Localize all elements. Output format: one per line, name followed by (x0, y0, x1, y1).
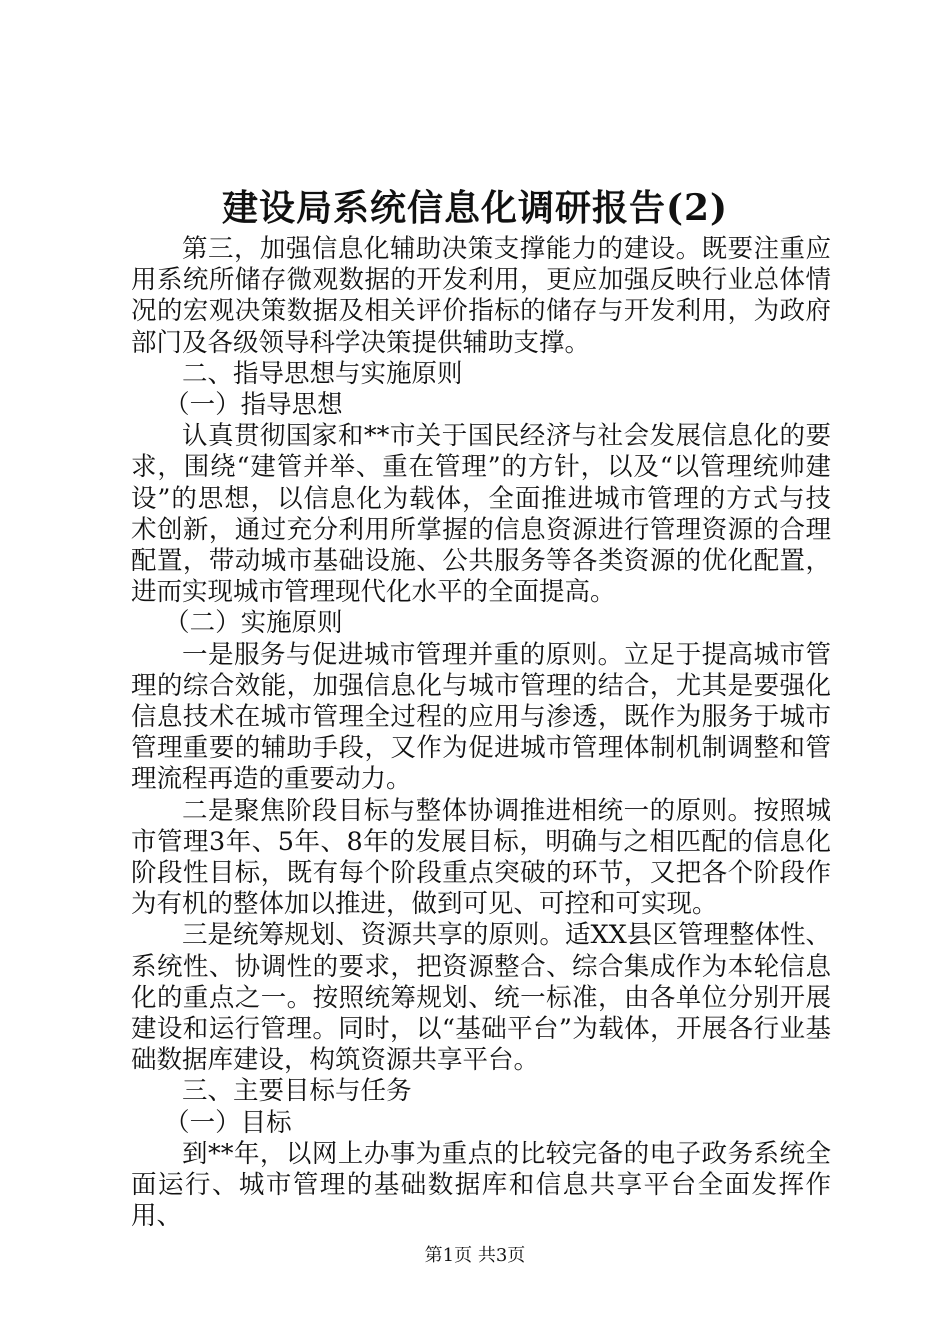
page-footer: 第1页 共3页 (424, 1245, 526, 1266)
paragraph-principle-2: 二是聚焦阶段目标与整体协调推进相统一的原则。按照城市管理3年、5年、8年的发展目标，明确与之相匹配的信息化阶段性目标，既有每个阶段重点突破的环节，又把各个阶段作为有机的整体加以推进，做到可见、可控和可实现。 (131, 795, 831, 920)
paragraph-goals: 到**年，以网上办事为重点的比较完备的电子政务系统全面运行、城市管理的基础数据库和信息共享平台全面发挥作用、 (131, 1138, 831, 1232)
paragraph-principle-3: 三是统筹规划、资源共享的原则。适XX县区管理整体性、系统性、协调性的要求，把资源整合、综合集成作为本轮信息化的重点之一。按照统筹规划、统一标准，由各单位分别开展建设和运行管理。同时，以“基础平台”为载体，开展各行业基础数据库建设，构筑资源共享平台。 (131, 920, 831, 1076)
section-heading-2: 二、指导思想与实施原则 (182, 358, 463, 389)
subsection-heading-principles: （二）实施原则 (164, 608, 343, 639)
section-heading-3: 三、主要目标与任务 (182, 1076, 412, 1107)
subsection-heading-guiding-ideology: （一）指导思想 (164, 390, 343, 421)
document-body (131, 234, 831, 1233)
document-title: 建设局系统信息化调研报告(2) (221, 187, 729, 229)
paragraph-third-point: 第三，加强信息化辅助决策支撑能力的建设。既要注重应用系统所储存微观数据的开发利用，更应加强反映行业总体情况的宏观决策数据及相关评价指标的储存与开发利用，为政府部门及各级领导科学决策提供辅助支撑。 (131, 234, 831, 358)
subsection-heading-goals: （一）目标 (164, 1107, 292, 1138)
paragraph-principle-1: 一是服务与促进城市管理并重的原则。立足于提高城市管理的综合效能，加强信息化与城市管理的结合，尤其是要强化信息技术在城市管理全过程的应用与渗透，既作为服务于城市管理重要的辅助手段，又作为促进城市管理体制机制调整和管理流程再造的重要动力。 (131, 639, 831, 795)
paragraph-guiding-ideology: 认真贯彻国家和**市关于国民经济与社会发展信息化的要求，围绕“建管并举、重在管理”的方针，以及“以管理统帅建设”的思想，以信息化为载体，全面推进城市管理的方式与技术创新，通过充分利用所掌握的信息资源进行管理资源的合理配置，带动城市基础设施、公共服务等各类资源的优化配置，进而实现城市管理现代化水平的全面提高。 (131, 421, 831, 608)
